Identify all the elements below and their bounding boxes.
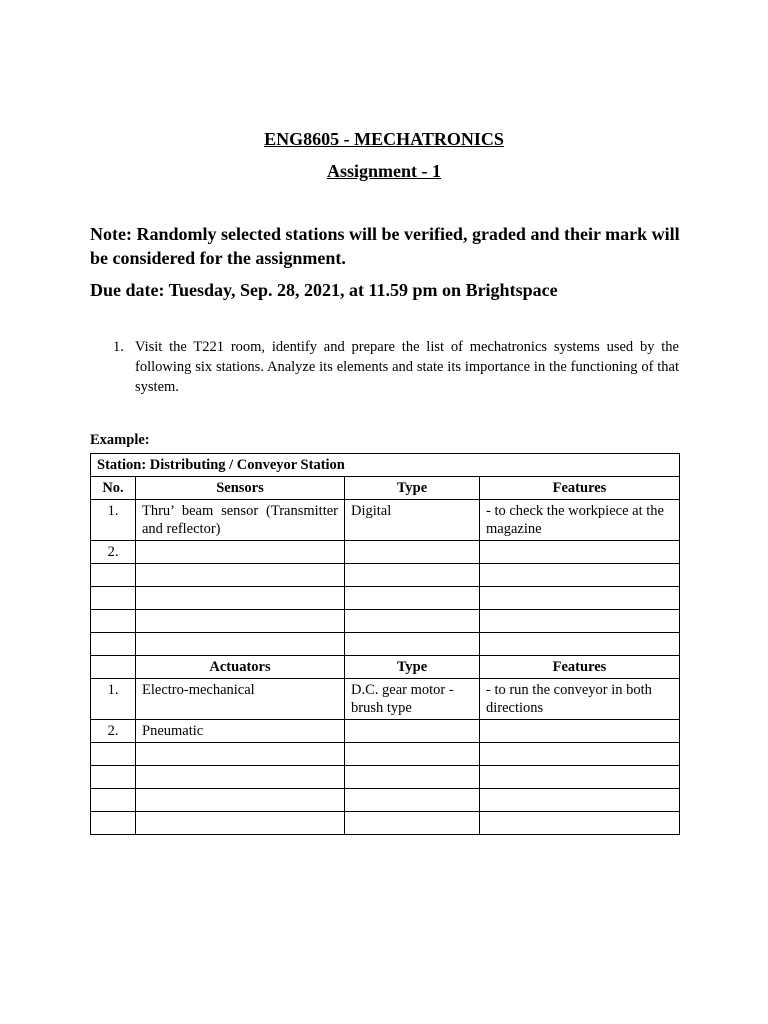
actuator-cell-type bbox=[345, 812, 480, 835]
actuator-cell-number: 2. bbox=[91, 720, 136, 743]
sensor-cell-number bbox=[91, 610, 136, 633]
sensor-cell-features: - to check the workpiece at the magazine bbox=[480, 500, 680, 541]
actuator-cell-name bbox=[136, 812, 345, 835]
actuator-row bbox=[91, 743, 680, 766]
sensor-cell-number bbox=[91, 633, 136, 656]
sensor-row bbox=[91, 587, 680, 610]
actuator-row bbox=[91, 720, 680, 743]
actuator-cell-type bbox=[345, 766, 480, 789]
actuator-row bbox=[91, 789, 680, 812]
sensor-cell-features bbox=[480, 633, 680, 656]
station-table bbox=[90, 453, 680, 835]
actuator-cell-number bbox=[91, 812, 136, 835]
example-label: Example: bbox=[90, 432, 150, 448]
sensor-header-type: Type bbox=[345, 477, 480, 500]
sensor-cell-type bbox=[345, 610, 480, 633]
sensor-cell-name: Thru’ beam sensor (Transmitter and reflector) bbox=[136, 500, 345, 541]
actuator-cell-number bbox=[91, 766, 136, 789]
actuator-cell-number bbox=[91, 789, 136, 812]
actuator-row bbox=[91, 766, 680, 789]
sensor-cell-type: Digital bbox=[345, 500, 480, 541]
sensor-cell-type bbox=[345, 564, 480, 587]
sensor-cell-number: 1. bbox=[91, 500, 136, 541]
sensor-cell-type bbox=[345, 633, 480, 656]
sensor-cell-type bbox=[345, 541, 480, 564]
sensor-cell-name bbox=[136, 541, 345, 564]
sensor-cell-features bbox=[480, 610, 680, 633]
sensor-header-features: Features bbox=[480, 477, 680, 500]
question-text: Visit the T221 room, identify and prepare the list of mechatronics systems used by the following six stations. Analyze its elements and state its importance in the functioning of that system. bbox=[135, 339, 679, 395]
actuator-cell-name: Pneumatic bbox=[136, 720, 345, 743]
sensor-row bbox=[91, 633, 680, 656]
sensor-cell-type bbox=[345, 587, 480, 610]
sensor-header-name: Sensors bbox=[136, 477, 345, 500]
sensor-header-row bbox=[91, 477, 680, 500]
sensor-cell-name bbox=[136, 610, 345, 633]
sensor-cell-features bbox=[480, 541, 680, 564]
sensor-cell-features bbox=[480, 564, 680, 587]
actuator-cell-features bbox=[480, 812, 680, 835]
sensor-cell-name bbox=[136, 633, 345, 656]
actuator-header-number bbox=[91, 656, 136, 679]
actuator-cell-features: - to run the conveyor in both directions bbox=[480, 679, 680, 720]
actuator-row bbox=[91, 679, 680, 720]
sensor-row bbox=[91, 564, 680, 587]
sensor-row bbox=[91, 541, 680, 564]
actuator-cell-type bbox=[345, 743, 480, 766]
sensor-cell-number bbox=[91, 564, 136, 587]
actuator-cell-type bbox=[345, 720, 480, 743]
actuator-cell-name: Electro-mechanical bbox=[136, 679, 345, 720]
due-date: Due date: Tuesday, Sep. 28, 2021, at 11.59 pm on Brightspace bbox=[90, 280, 558, 300]
sensor-row bbox=[91, 610, 680, 633]
sensor-cell-features bbox=[480, 587, 680, 610]
sensor-row bbox=[91, 500, 680, 541]
sensor-cell-number bbox=[91, 587, 136, 610]
actuator-row bbox=[91, 812, 680, 835]
actuator-cell-type: D.C. gear motor - brush type bbox=[345, 679, 480, 720]
station-title: Station: Distributing / Conveyor Station bbox=[91, 454, 680, 477]
sensor-header-number: No. bbox=[91, 477, 136, 500]
actuator-header-type: Type bbox=[345, 656, 480, 679]
sensor-cell-name bbox=[136, 564, 345, 587]
actuator-cell-features bbox=[480, 789, 680, 812]
assignment-title: Assignment - 1 bbox=[326, 161, 441, 181]
actuator-cell-name bbox=[136, 789, 345, 812]
actuator-header-name: Actuators bbox=[136, 656, 345, 679]
actuator-header-row bbox=[91, 656, 680, 679]
sensor-cell-number: 2. bbox=[91, 541, 136, 564]
sensor-cell-name bbox=[136, 587, 345, 610]
station-title-row bbox=[91, 454, 680, 477]
actuator-cell-type bbox=[345, 789, 480, 812]
actuator-cell-features bbox=[480, 720, 680, 743]
actuator-cell-number bbox=[91, 743, 136, 766]
actuator-cell-features bbox=[480, 743, 680, 766]
actuator-header-features: Features bbox=[480, 656, 680, 679]
question-number: 1. bbox=[113, 339, 124, 355]
note-text: Note: Randomly selected stations will be verified, graded and their mark will be considered for the assignment. bbox=[90, 224, 680, 268]
actuator-cell-name bbox=[136, 766, 345, 789]
course-title: ENG8605 - MECHATRONICS bbox=[264, 129, 504, 149]
question-item bbox=[113, 337, 679, 397]
actuator-cell-number: 1. bbox=[91, 679, 136, 720]
actuator-cell-name bbox=[136, 743, 345, 766]
actuator-cell-features bbox=[480, 766, 680, 789]
